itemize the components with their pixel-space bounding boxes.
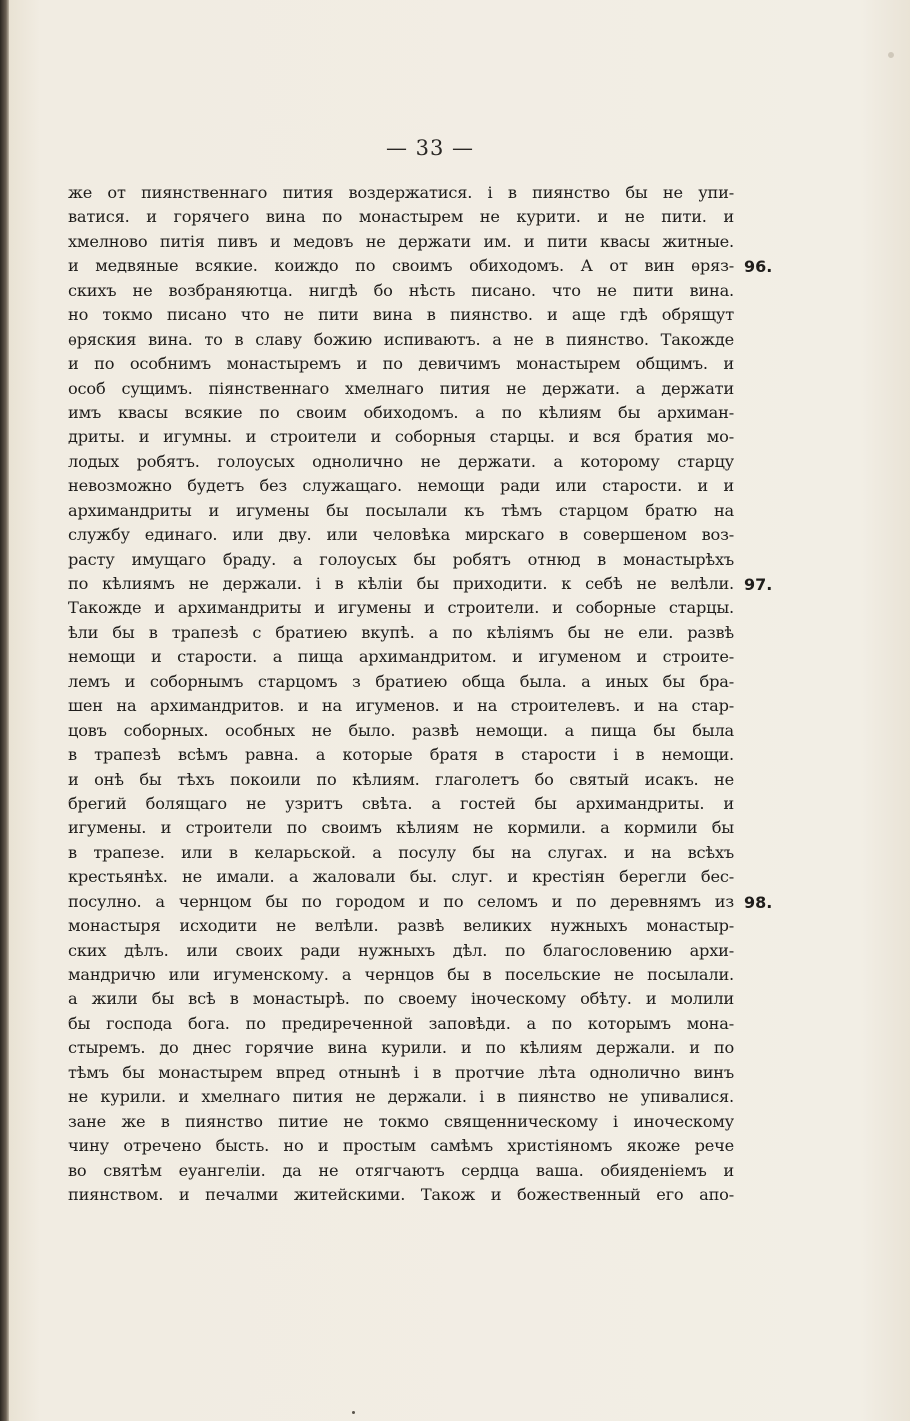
text-line: дриты. и игумны. и строители и соборныя старцы. и вся братия мо-	[68, 427, 734, 447]
text-line: и онѣ бы тѣхъ покоили по кѣлиям. глаголетъ бо святый исакъ. не	[68, 769, 734, 789]
text-line: шен на архимандритов. и на игуменов. и на строителевъ. и на стар-	[68, 696, 734, 716]
text-line: цовъ соборных. особных не было. развѣ немощи. а пища бы была	[68, 720, 734, 740]
text-line: ских дѣлъ. или своих ради нужныхъ дѣл. по благословению архи-	[68, 940, 734, 960]
text-line: но токмо писано что не пити вина в пиянство. и аще гдѣ обрящут	[68, 305, 734, 325]
text-line: брегий болящаго не узритъ свѣта. а гостей бы архимандриты. и	[68, 793, 734, 813]
text-line: монастыря исходити не велѣли. развѣ великих нужныхъ монастыр-	[68, 916, 734, 936]
text-line: во святѣм еуангеліи. да не отягчаютъ сердца ваша. обияденіемъ и	[68, 1160, 734, 1180]
margin-note-number: 96.	[744, 257, 773, 277]
text-line: же от пиянственнаго пития воздержатися. і в пиянство бы не упи-	[68, 183, 734, 202]
text-line: чину отречено бысть. но и простым самѣмъ христіяномъ якоже рече	[68, 1136, 734, 1156]
text-line: и по особнимъ монастыремъ и по девичимъ монастырем общимъ. и	[68, 354, 734, 374]
text-line: службу единаго. или дву. или человѣка мирскаго в совершеном воз-	[68, 525, 734, 545]
text-line: ватися. и горячего вина по монастырем не курити. и не пити. и	[68, 207, 734, 227]
text-line: стыремъ. до днес горячие вина курили. и по кѣлиям держали. и по	[68, 1038, 734, 1058]
text-line: ѳряския вина. то в славу божию испиваютъ. а не в пиянство. Такожде	[68, 329, 734, 349]
paper-speck	[352, 1411, 355, 1414]
text-line: лемъ и соборнымъ старцомъ з братиею обща была. а иных бы бра-	[68, 671, 734, 691]
text-line: немощи и старости. а пища архимандритом. и игуменом и строите-	[68, 647, 734, 667]
text-line: особ сущимъ. піянственнаго хмелнаго пития не держати. а держати	[68, 378, 734, 398]
text-line: и медвяные всякие. коиждо по своимъ обиходомъ. А от вин ѳряз-	[68, 256, 734, 276]
text-line: имъ квасы всякие по своим обиходомъ. а по кѣлиям бы архиман-	[68, 402, 734, 422]
text-line: игумены. и строители по своимъ кѣлиям не кормили. а кормили бы	[68, 818, 734, 838]
text-line: в трапезѣ всѣмъ равна. а которые братя в старости і в немощи.	[68, 745, 734, 765]
text-line: крестьянѣх. не имали. а жаловали бы. слуг. и крестіян берегли бес-	[68, 867, 734, 887]
paper-speck	[888, 52, 894, 58]
book-binding-edge	[0, 0, 9, 1421]
text-line: расту имущаго браду. а голоусых бы робятъ отнюд в монастырѣхъ	[68, 549, 734, 569]
text-line: скихъ не возбраняютца. нигдѣ бо нѣсть писано. что не пити вина.	[68, 280, 734, 300]
text-line: хмелново питія пивъ и медовъ не держати им. и пити квасы житные.	[68, 231, 734, 251]
text-line: бы господа бога. по предиреченной заповѣди. а по которымъ мона-	[68, 1013, 734, 1033]
page-number: — 33 —	[385, 136, 475, 160]
text-line: лодых робятъ. голоусых однолично не держати. а которому старцу	[68, 451, 734, 471]
text-line: тѣмъ бы монастырем впред отнынѣ і в протчие лѣта однолично винъ	[68, 1062, 734, 1082]
text-line: невозможно будетъ без служащаго. немощи ради или старости. и и	[68, 476, 734, 496]
text-line: архимандриты и игумены бы посылали къ тѣмъ старцом братю на	[68, 500, 734, 520]
body-text	[68, 181, 734, 1207]
margin-note-number: 97.	[744, 575, 773, 595]
text-line: не курили. и хмелнаго пития не держали. і в пиянство не упивалися.	[68, 1087, 734, 1107]
text-line: пиянством. и печалми житейскими. Також и божественный его апо-	[68, 1184, 734, 1204]
text-line: мандричю или игуменскому. а чернцов бы в посельские не посылали.	[68, 965, 734, 984]
text-line: в трапезе. или в келарьской. а посулу бы на слугах. и на всѣхъ	[68, 842, 734, 862]
margin-note-number: 98.	[744, 893, 773, 913]
text-line: ѣли бы в трапезѣ с братиею вкупѣ. а по кѣліямъ бы не ели. развѣ	[68, 622, 734, 642]
text-line: а жили бы всѣ в монастырѣ. по своему іноческому обѣту. и молили	[68, 989, 734, 1009]
text-line: по кѣлиямъ не держали. і в кѣліи бы приходити. к себѣ не велѣли.	[68, 574, 734, 593]
text-line: зане же в пиянство питие не токмо священническому і иноческому	[68, 1111, 734, 1131]
text-line: посулно. а чернцом бы по городом и по селомъ и по деревнямъ из	[68, 891, 734, 911]
text-line: Такожде и архимандриты и игумены и строители. и соборные старцы.	[68, 598, 734, 618]
